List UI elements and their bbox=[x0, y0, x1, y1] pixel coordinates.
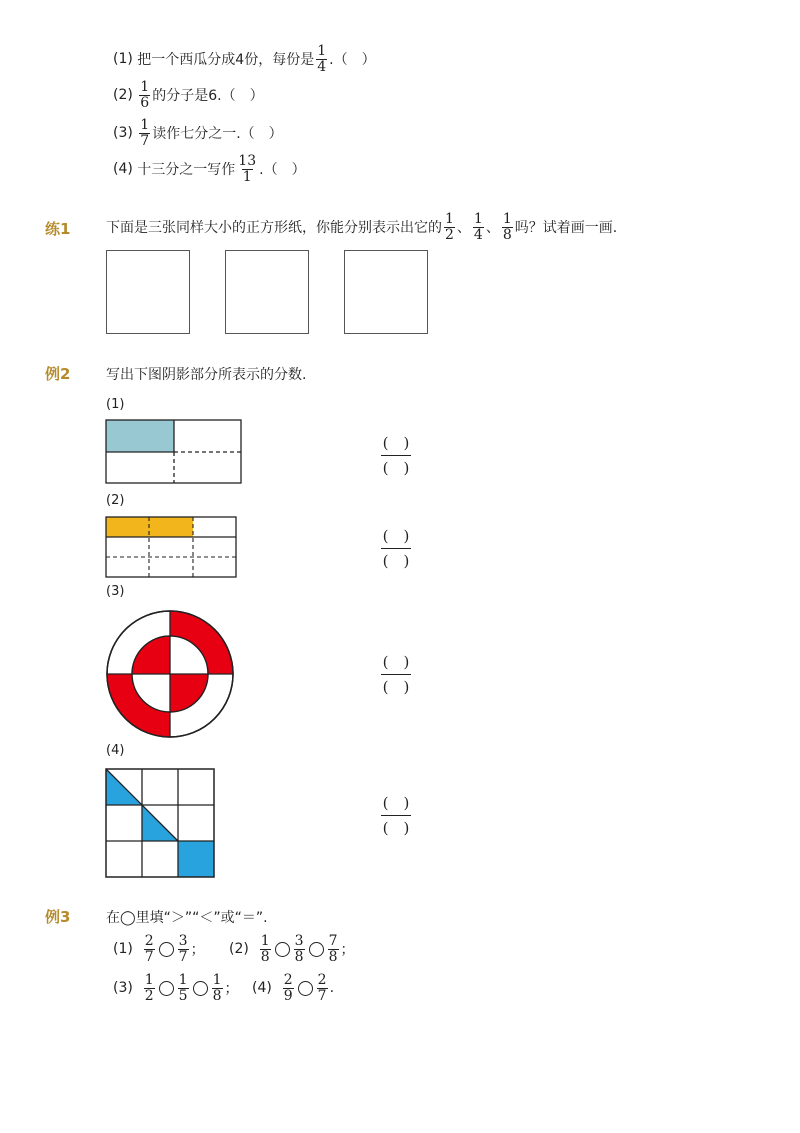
denominator: 1 bbox=[242, 168, 252, 185]
answer-blank: .（ ） bbox=[329, 52, 376, 69]
compare-circle[interactable] bbox=[159, 942, 174, 957]
compare-circle[interactable] bbox=[298, 981, 313, 996]
compare-item-2 bbox=[229, 934, 355, 964]
item-number: (3) bbox=[113, 980, 133, 997]
fraction bbox=[178, 973, 189, 1003]
numerator: 1 bbox=[140, 79, 150, 95]
denominator: 7 bbox=[178, 948, 188, 965]
fraction bbox=[139, 118, 150, 148]
compare-item-3 bbox=[113, 973, 239, 1003]
statement-3 bbox=[113, 118, 283, 148]
compare-circle[interactable] bbox=[275, 942, 290, 957]
denominator-blank[interactable]: ( ) bbox=[382, 552, 410, 570]
prompt-text: 吗？试着画一画. bbox=[514, 220, 618, 237]
fraction bbox=[316, 44, 327, 74]
numerator: 1 bbox=[178, 972, 188, 988]
denominator: 7 bbox=[144, 948, 154, 965]
denominator: 6 bbox=[140, 94, 150, 111]
drawing-square-1[interactable] bbox=[106, 250, 190, 334]
denominator: 8 bbox=[502, 226, 512, 243]
compare-item-1 bbox=[113, 934, 205, 964]
fraction bbox=[473, 212, 484, 242]
statement-text: 十三分之一写作 bbox=[137, 162, 236, 179]
exercise-1-label: 练1 bbox=[45, 220, 71, 238]
figure-2-rectangle bbox=[105, 516, 238, 579]
numerator: 1 bbox=[144, 972, 154, 988]
fraction bbox=[144, 973, 155, 1003]
denominator: 5 bbox=[178, 987, 188, 1004]
fraction bbox=[294, 934, 305, 964]
punctuation: ； bbox=[190, 942, 205, 959]
example-2-label: 例2 bbox=[45, 365, 71, 383]
fraction bbox=[212, 973, 223, 1003]
separator: 、 bbox=[456, 220, 471, 237]
fraction bbox=[178, 934, 189, 964]
figure-4-label: (4) bbox=[106, 743, 125, 758]
fraction bbox=[328, 934, 339, 964]
denominator: 9 bbox=[283, 987, 293, 1004]
numerator: 3 bbox=[294, 933, 304, 949]
item-number: (3) bbox=[113, 125, 133, 142]
punctuation: ； bbox=[224, 981, 239, 998]
fraction bbox=[283, 973, 294, 1003]
fraction bbox=[444, 212, 455, 242]
fraction bbox=[237, 154, 257, 184]
answer-blank: .（ ） bbox=[259, 162, 306, 179]
denominator: 8 bbox=[294, 948, 304, 965]
denominator-blank[interactable]: ( ) bbox=[382, 459, 410, 477]
denominator: 8 bbox=[328, 948, 338, 965]
compare-circle[interactable] bbox=[193, 981, 208, 996]
shaded-part bbox=[106, 420, 174, 452]
numerator: 1 bbox=[212, 972, 222, 988]
numerator-blank[interactable]: ( ) bbox=[382, 527, 410, 545]
figure-3-label: (3) bbox=[106, 584, 125, 599]
denominator: 2 bbox=[144, 987, 154, 1004]
example-3-prompt: 在◯里填“＞”“＜”或“＝”. bbox=[106, 910, 268, 926]
fraction bbox=[260, 934, 271, 964]
numerator: 13 bbox=[238, 153, 257, 169]
numerator: 1 bbox=[473, 211, 483, 227]
answer-fraction-3[interactable] bbox=[381, 653, 411, 696]
numerator: 1 bbox=[140, 117, 150, 133]
numerator: 1 bbox=[502, 211, 512, 227]
item-number: (4) bbox=[252, 980, 272, 997]
item-number: (1) bbox=[113, 941, 133, 958]
shaded-part bbox=[178, 841, 214, 877]
denominator: 2 bbox=[445, 226, 454, 243]
punctuation: ； bbox=[340, 942, 355, 959]
figure-3-target-circle bbox=[105, 609, 235, 739]
statement-2 bbox=[113, 80, 264, 110]
exercise-1-prompt bbox=[106, 212, 617, 242]
numerator: 7 bbox=[328, 933, 338, 949]
denominator: 7 bbox=[317, 987, 327, 1004]
item-number: (1) bbox=[113, 51, 133, 68]
prompt-text: 下面是三张同样大小的正方形纸，你能分别表示出它的 bbox=[106, 220, 442, 237]
numerator-blank[interactable]: ( ) bbox=[382, 794, 410, 812]
compare-item-4 bbox=[252, 973, 334, 1003]
compare-circle[interactable] bbox=[159, 981, 174, 996]
numerator: 1 bbox=[260, 933, 270, 949]
numerator: 1 bbox=[445, 211, 454, 227]
fraction bbox=[144, 934, 155, 964]
statement-text: 的分子是6.（ ） bbox=[152, 88, 264, 105]
figure-1-rectangle bbox=[105, 419, 243, 485]
statement-1 bbox=[113, 44, 376, 74]
numerator: 2 bbox=[144, 933, 154, 949]
denominator: 4 bbox=[473, 226, 483, 243]
denominator: 8 bbox=[260, 948, 270, 965]
item-number: (2) bbox=[229, 941, 249, 958]
example-2-prompt: 写出下图阴影部分所表示的分数. bbox=[106, 367, 307, 383]
statement-text: 把一个西瓜分成4份，每份是 bbox=[137, 52, 315, 69]
denominator: 8 bbox=[212, 987, 222, 1004]
fraction bbox=[502, 212, 513, 242]
item-number: (4) bbox=[113, 161, 133, 178]
answer-fraction-1[interactable] bbox=[381, 434, 411, 477]
denominator: 4 bbox=[317, 58, 327, 75]
numerator: 1 bbox=[317, 43, 327, 59]
separator: 、 bbox=[485, 220, 500, 237]
fraction bbox=[139, 80, 150, 110]
figure-1-label: (1) bbox=[106, 397, 125, 412]
denominator-blank[interactable]: ( ) bbox=[382, 819, 410, 837]
figure-2-label: (2) bbox=[106, 493, 125, 508]
statement-text: 读作七分之一.（ ） bbox=[152, 126, 283, 143]
answer-fraction-2[interactable] bbox=[381, 527, 411, 570]
denominator-blank[interactable]: ( ) bbox=[382, 678, 410, 696]
answer-fraction-4[interactable] bbox=[381, 794, 411, 837]
numerator-blank[interactable]: ( ) bbox=[382, 653, 410, 671]
numerator-blank[interactable]: ( ) bbox=[382, 434, 410, 452]
figure-4-grid bbox=[105, 768, 217, 880]
numerator: 2 bbox=[283, 972, 293, 988]
item-number: (2) bbox=[113, 87, 133, 104]
compare-circle[interactable] bbox=[309, 942, 324, 957]
numerator: 2 bbox=[317, 972, 327, 988]
fraction bbox=[317, 973, 328, 1003]
numerator: 3 bbox=[178, 933, 188, 949]
drawing-square-2[interactable] bbox=[225, 250, 309, 334]
drawing-square-3[interactable] bbox=[344, 250, 428, 334]
statement-4 bbox=[113, 154, 306, 184]
example-3-label: 例3 bbox=[45, 908, 71, 926]
punctuation: . bbox=[329, 980, 335, 997]
denominator: 7 bbox=[140, 132, 150, 149]
